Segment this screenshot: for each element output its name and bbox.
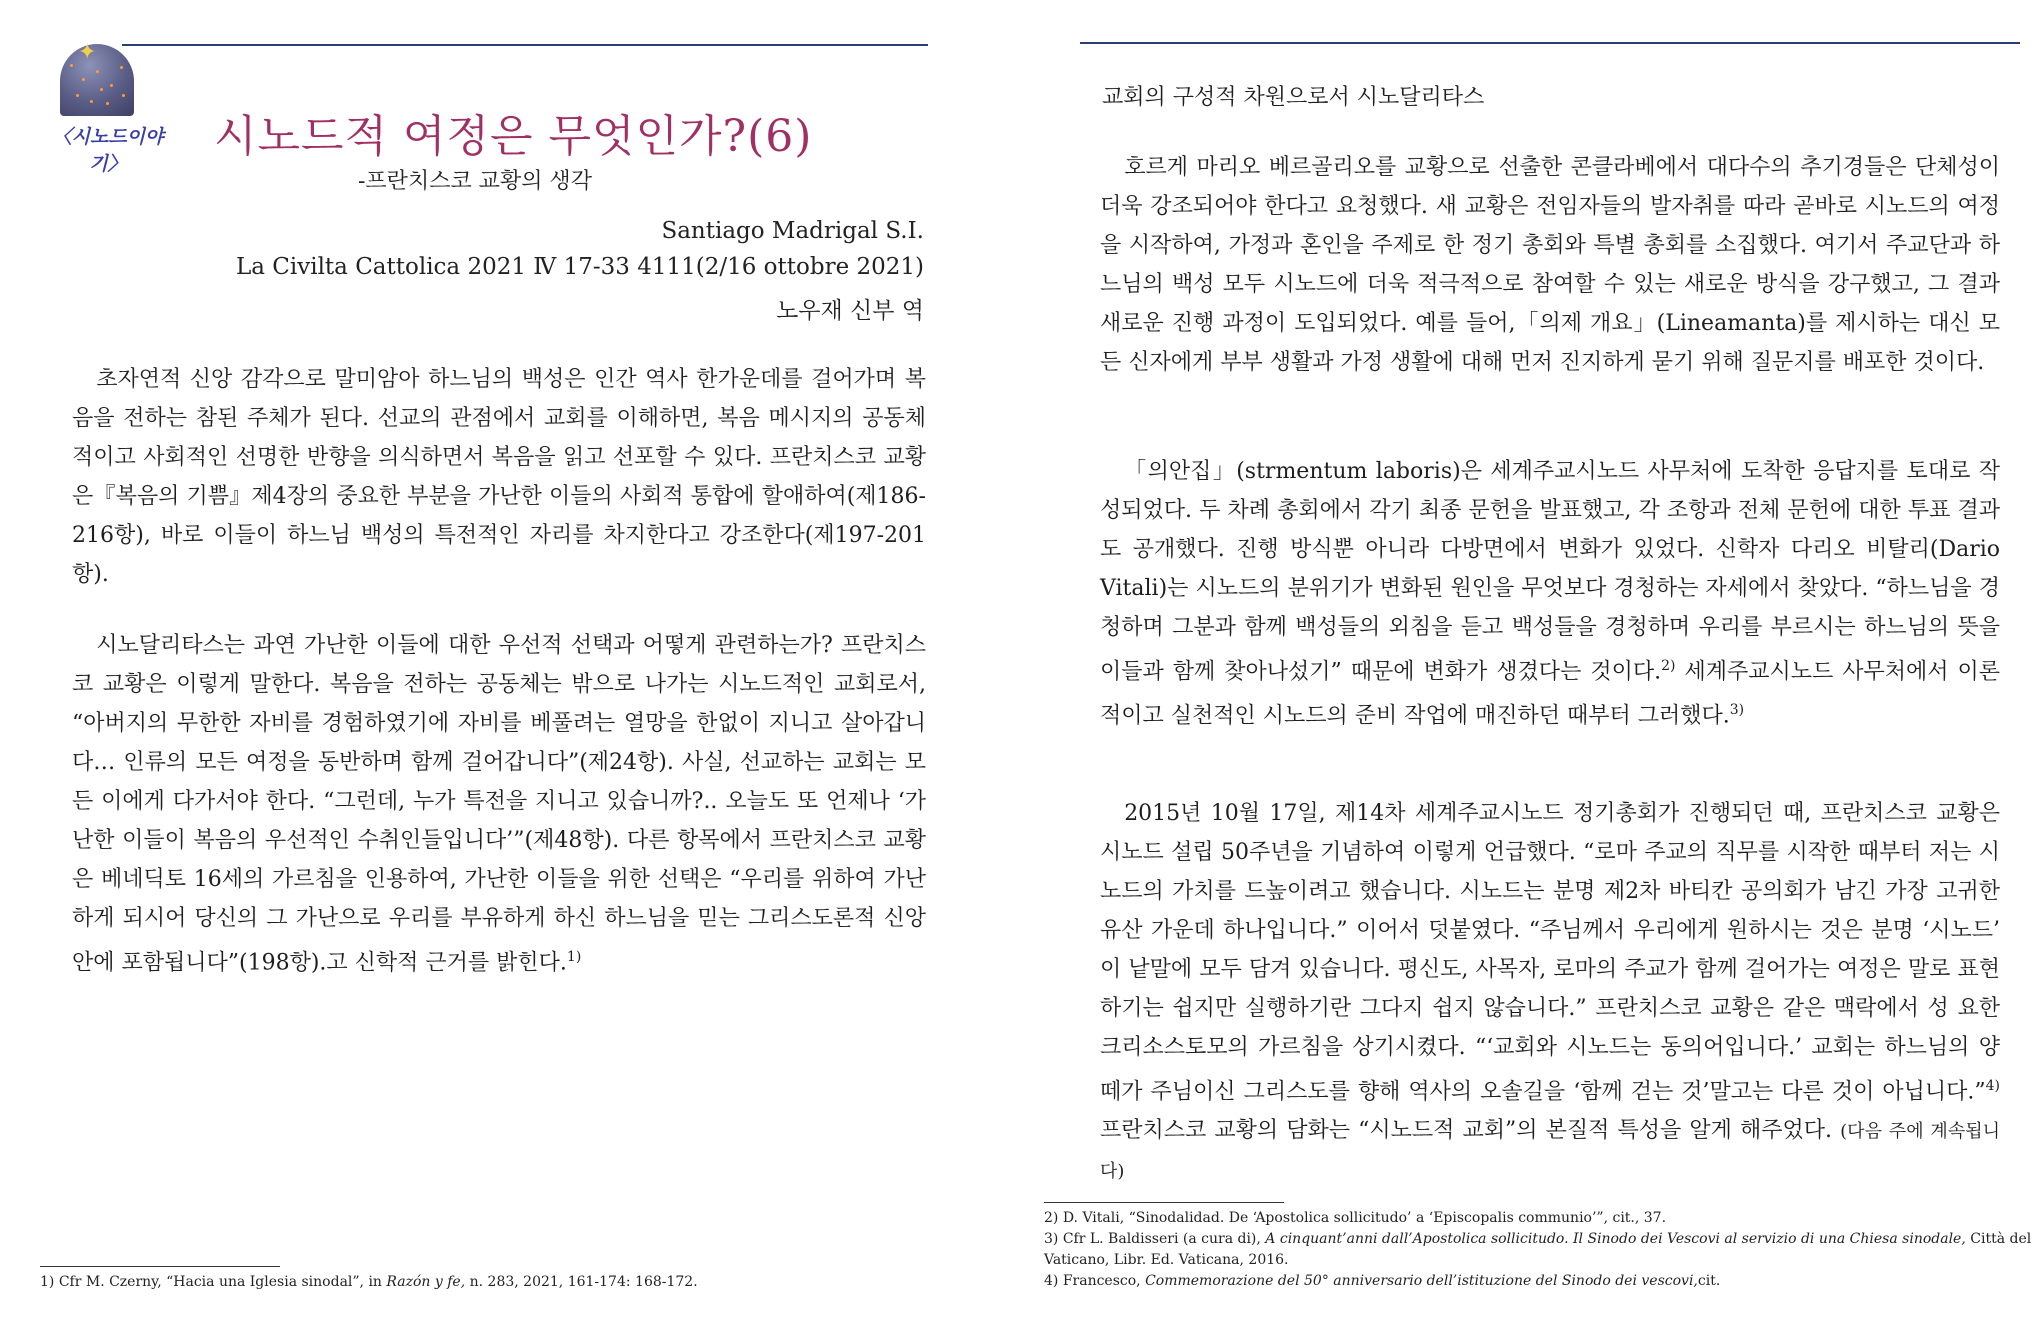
header-rule <box>122 44 928 46</box>
footnote-1 <box>40 1272 940 1293</box>
article-title: 시노드적 여정은 무엇인가?(6) <box>214 111 813 162</box>
footnote-3-title: A cinquant’anni dall’Apostolica sollicitudo. Il Sinodo dei Vescovi al servizio di una Chiesa sinodale, <box>1265 1231 1966 1247</box>
body-paragraph-2 <box>72 626 926 982</box>
footnote-4-text: 4) Francesco, <box>1044 1273 1141 1289</box>
footnote-1-tail: n. 283, 2021, 161-174: 168-172. <box>469 1274 698 1290</box>
footnote-ref-3[interactable]: 3) <box>1729 702 1745 719</box>
translator: 노우재 신부 역 <box>776 298 924 324</box>
body-paragraph-1: 초자연적 신앙 감각으로 말미암아 하느님의 백성은 인간 역사 한가운데를 걸어가며 복음을 전하는 참된 주체가 된다. 선교의 관점에서 교회를 이해하면, 복음 메시지의 공동체적이고 사회적인 선명한 반향을 의식하면서 복음을 읽고 선포할 수 있다. 프란치스코 교황은『복음의 기쁨』제4장의 중요한 부분을 가난한 이들의 사회적 통합에 할애하여(제186-216항), 바로 이들이 하느님 백성의 특전적인 자리를 차지한다고 강조한다(제197-201항). <box>72 367 926 587</box>
footnote-rule <box>40 1266 280 1267</box>
paragraph-4-text-b: 세계주교시노드 사무처에서 이론적이고 실천적인 시노드의 준비 작업에 매진하던 때부터 그러했다. <box>1100 659 2001 729</box>
paragraph-2-text: 시노달리타스는 과연 가난한 이들에 대한 우선적 선택과 어떻게 관련하는가? 프란치스코 교황은 이렇게 말한다. 복음을 전하는 공동체는 밖으로 나가는 시노드적인 교회로서, “아버지의 무한한 자비를 경험하였기에 자비를 베풀려는 열망을 한없이 지니고 살아갑니다… 인류의 모든 여정을 동반하며 함께 걸어갑니다”(제24항). 사실, 선교하는 교회는 모든 이에게 다가서야 한다. “그런데, 누가 특전을 지니고 있습니까?.. 오늘도 또 언제나 ‘가난한 이들이 복음의 우선적인 수취인들입니다’”(제48항). 다른 항목에서 프란치스코 교황은 베네딕토 16세의 가르침을 인용하여, 가난한 이들을 위한 선택은 “우리를 위하여 가난하게 되시어 당신의 그 가난으로 우리를 부유하게 하신 하느님을 믿는 그리스도론적 신앙 안에 포함됩니다”(198항).고 신학적 근거를 밝힌다. <box>72 633 926 976</box>
paragraph-5-tail: 프란치스코 교황의 담화는 “시노드적 교회”의 본질적 특성을 알게 해주었다. <box>1100 1118 1833 1144</box>
footnote-ref-1[interactable]: 1) <box>566 949 582 965</box>
body-paragraph-5 <box>1100 794 2000 1191</box>
source-citation: La Civilta Cattolica 2021 Ⅳ 17-33 4111(2/16 ottobre 2021) <box>235 254 924 280</box>
body-paragraph-4 <box>1100 452 2000 736</box>
article-subtitle: -프란치스코 교황의 생각 <box>358 169 592 194</box>
logo-label: 〈시노드이야기〉 <box>52 126 164 175</box>
footnote-rule <box>1044 1202 1284 1203</box>
right-page <box>1020 0 2041 1318</box>
paragraph-5-text: 2015년 10월 17일, 제14차 세계주교시노드 정기총회가 진행되던 때, 프란치스코 교황은 시노드 설립 50주년을 기념하여 이렇게 언급했다. “로마 주교의 직무를 시작한 때부터 저는 시노드의 가치를 드높이려고 했습니다. 시노드는 분명 제2차 바티칸 공의회가 남긴 가장 고귀한 유산 가운데 하나입니다.” 이어서 덧붙였다. “주님께서 우리에게 원하시는 것은 분명 ‘시노드’ 이 낱말에 모두 담겨 있습니다. 평신도, 사목자, 로마의 주교가 함께 걸어가는 여정은 말로 표현하기는 쉽지만 실행하기란 그다지 쉽지 않습니다.” 프란치스코 교황은 같은 맥락에서 성 요한 크리소스토모의 가르침을 상기시켰다. “‘교회와 시노드는 동의어입니다.’ 교회는 하느님의 양떼가 주님이신 그리스도를 향해 역사의 오솔길을 ‘함께 걷는 것’말고는 다른 것이 아닙니다.” <box>1100 801 2000 1105</box>
footnotes <box>1044 1208 2034 1292</box>
paragraph-4-text-a: 「의안집」(strmentum laboris)은 세계주교시노드 사무처에 도착한 응답지를 토대로 작성되었다. 두 차례 총회에서 각기 최종 문헌을 발표했고, 각 조항과 전체 문헌에 대한 투표 결과도 공개했다. 진행 방식뿐 아니라 다방면에서 변화가 있었다. 신학자 다리오 비탈리(Dario Vitali)는 시노드의 분위기가 변화된 원인을 무엇보다 경청하는 자세에서 찾았다. “하느님을 경청하며 그분과 함께 백성들의 외침을 듣고 백성들을 경청하며 우리를 부르시는 하느님의 뜻을 이들과 함께 찾아나섰기” 때문에 변화가 생겼다는 것이다. <box>1100 459 2000 685</box>
synod-story-logo <box>52 40 164 175</box>
footnote-ref-2[interactable]: 2) <box>1661 658 1676 674</box>
footnote-1-journal: Razón y fe, <box>386 1274 466 1290</box>
star-icon: ✦ <box>78 40 97 65</box>
logo-arch-image <box>60 40 134 116</box>
left-page <box>0 0 1000 1318</box>
footnote-3-text: 3) Cfr L. Baldisseri (a cura di), <box>1044 1231 1261 1247</box>
footnote-4-tail: cit. <box>1697 1273 1721 1289</box>
continued-note: (다음 주에 계속됩니다) <box>1100 1121 2000 1183</box>
footnote-2: 2) D. Vitali, “Sinodalidad. De ‘Apostolica sollicitudo’ a ‘Episcopalis communio’”, cit., 37. <box>1044 1210 1667 1226</box>
footnote-1-text: 1) Cfr M. Czerny, “Hacia una Iglesia sinodal”, in <box>40 1274 382 1290</box>
footnote-4-title: Commemorazione del 50° anniversario dell’istituzione del Sinodo dei vescovi, <box>1145 1273 1698 1289</box>
body-paragraph-3: 호르게 마리오 베르골리오를 교황으로 선출한 콘클라베에서 대다수의 추기경들은 단체성이 더욱 강조되어야 한다고 요청했다. 새 교황은 전임자들의 발자취를 따라 곧바로 시노드의 여정을 시작하여, 가정과 혼인을 주제로 한 정기 총회와 특별 총회를 소집했다. 여기서 주교단과 하느님의 백성 모두 시노드에 더욱 적극적으로 참여할 수 있는 새로운 방식을 강구했고, 그 결과 새로운 진행 과정이 도입되었다. 예를 들어,「의제 개요」(Lineamanta)를 제시하는 대신 모든 신자에게 부부 생활과 가정 생활에 대해 먼저 진지하게 묻기 위해 질문지를 배포한 것이다. <box>1100 155 2000 375</box>
footnote-3-tail: Città del Vaticano, Libr. Ed. Vaticana, 2016. <box>1044 1231 2032 1268</box>
footnote-4 <box>1044 1271 2034 1292</box>
author: Santiago Madrigal S.I. <box>661 218 924 244</box>
footnote-3 <box>1044 1229 2034 1271</box>
footnote-ref-4[interactable]: 4) <box>1985 1078 2000 1094</box>
header-rule <box>1080 42 2020 44</box>
section-heading: 교회의 구성적 차원으로서 시노달리타스 <box>1102 85 1485 110</box>
